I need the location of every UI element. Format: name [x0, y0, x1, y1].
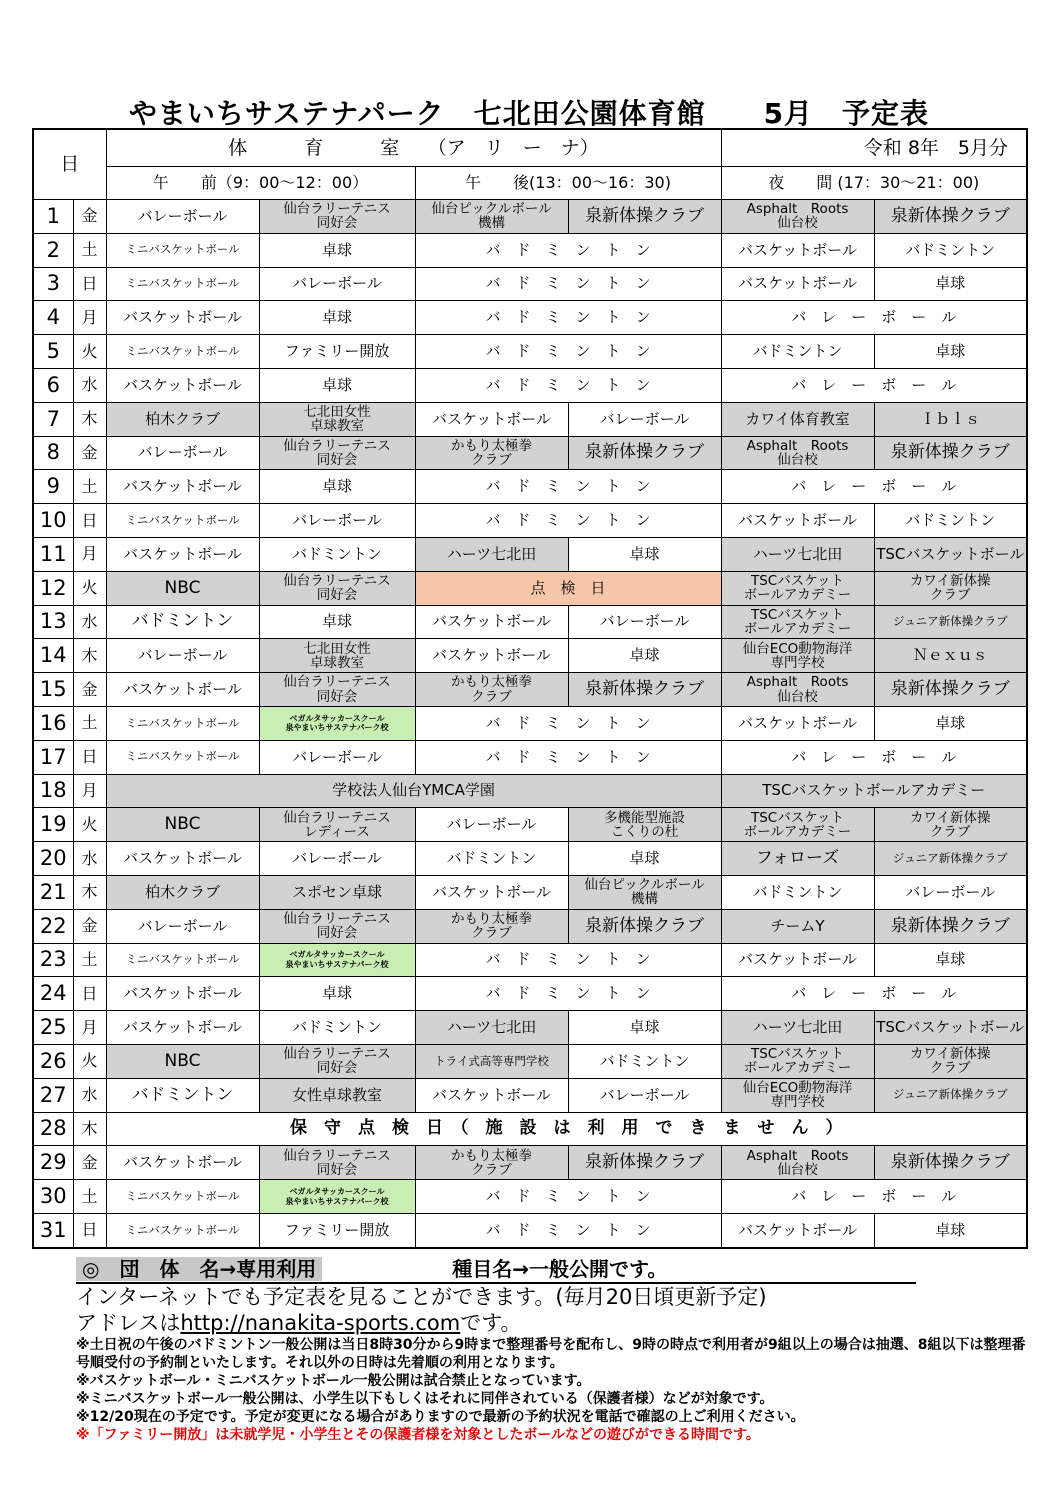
address-line	[76, 1310, 1036, 1336]
schedule-cell: かもり太極拳 クラブ	[415, 1146, 568, 1180]
day-of-week: 月	[73, 537, 106, 571]
schedule-cell: バドミントン	[874, 504, 1027, 538]
table-row	[33, 1112, 1027, 1146]
schedule-cell: バスケットボール	[106, 673, 259, 707]
table-row	[33, 470, 1027, 504]
schedule-cell: バスケットボール	[415, 1078, 568, 1112]
day-of-week: 金	[73, 200, 106, 234]
schedule-cell: バスケットボール	[415, 605, 568, 639]
schedule-cell: 仙台ラリーテニス 同好会	[259, 436, 415, 470]
note-family: ※「ファミリー開放」は未就学児・小学生とその保護者様を対象としたボールなどの遊びができる時間です。	[76, 1427, 760, 1443]
schedule-cell: 泉新体操クラブ	[874, 909, 1027, 943]
table-row	[33, 673, 1027, 707]
schedule-cell: Asphalt Roots 仙台校	[721, 1146, 874, 1180]
legend-line	[76, 1256, 916, 1284]
schedule-cell: ミニバスケットボール	[106, 1213, 259, 1247]
day-of-week: 日	[73, 1213, 106, 1247]
day-number: 25	[33, 1011, 73, 1045]
table-row	[33, 1044, 1027, 1078]
schedule-cell: バドミントン	[721, 875, 874, 909]
schedule-cell: Ｉｂｌｓ	[874, 402, 1027, 436]
schedule-cell: 仙台ピックルボール 機構	[415, 200, 568, 234]
day-number: 21	[33, 875, 73, 909]
day-of-week: 土	[73, 1180, 106, 1214]
table-row	[33, 537, 1027, 571]
schedule-cell: バドミントン	[106, 1078, 259, 1112]
schedule-cell: ミニバスケットボール	[106, 504, 259, 538]
table-row	[33, 267, 1027, 301]
schedule-cell: カワイ体育教室	[721, 402, 874, 436]
schedule-cell: バ レ ー ボ ー ル	[721, 740, 1027, 774]
day-of-week: 火	[73, 1044, 106, 1078]
schedule-cell: カワイ新体操 クラブ	[874, 1044, 1027, 1078]
day-number: 27	[33, 1078, 73, 1112]
schedule-cell: 卓球	[874, 706, 1027, 740]
day-of-week: 金	[73, 909, 106, 943]
day-of-week: 水	[73, 842, 106, 876]
schedule-cell: ジュニア新体操クラブ	[874, 605, 1027, 639]
schedule-cell: バ ド ミ ン ト ン	[415, 470, 721, 504]
day-of-week: 月	[73, 1011, 106, 1045]
schedule-cell: バレーボール	[415, 808, 568, 842]
schedule-cell: NBC	[106, 571, 259, 605]
schedule-cell: バスケットボール	[106, 1011, 259, 1045]
schedule-cell: 学校法人仙台YMCA学園	[106, 774, 721, 808]
schedule-cell: ミニバスケットボール	[106, 740, 259, 774]
table-row	[33, 368, 1027, 402]
table-row	[33, 639, 1027, 673]
schedule-cell: TSCバスケットボール	[874, 1011, 1027, 1045]
schedule-cell: バスケットボール	[106, 977, 259, 1011]
schedule-cell: 仙台ラリーテニス 同好会	[259, 673, 415, 707]
schedule-cell: バ ド ミ ン ト ン	[415, 977, 721, 1011]
schedule-cell: 卓球	[568, 842, 721, 876]
schedule-cell: TSCバスケット ボールアカデミー	[721, 808, 874, 842]
day-of-week: 木	[73, 639, 106, 673]
schedule-cell: バスケットボール	[106, 1146, 259, 1180]
day-number: 6	[33, 368, 73, 402]
day-number: 13	[33, 605, 73, 639]
schedule-cell: 泉新体操クラブ	[568, 673, 721, 707]
schedule-cell: 多機能型施設 こくりの杜	[568, 808, 721, 842]
schedule-cell: かもり太極拳 クラブ	[415, 673, 568, 707]
schedule-cell: 保 守 点 検 日 （ 施 設 は 利 用 で き ま せ ん ）	[106, 1112, 1027, 1146]
schedule-cell: バ ド ミ ン ト ン	[415, 1180, 721, 1214]
table-row	[33, 1011, 1027, 1045]
schedule-cell: チームY	[721, 909, 874, 943]
schedule-cell: ベガルタサッカースクール 泉やまいちサステナパーク校	[259, 706, 415, 740]
day-of-week: 水	[73, 605, 106, 639]
day-number: 4	[33, 301, 73, 335]
schedule-cell: 仙台ラリーテニス レディース	[259, 808, 415, 842]
schedule-cell: バスケットボール	[106, 368, 259, 402]
night-header: 夜 間 (17：30～21：00)	[721, 167, 1027, 200]
day-of-week: 土	[73, 706, 106, 740]
table-row	[33, 301, 1027, 335]
schedule-cell: ハーツ七北田	[721, 1011, 874, 1045]
day-of-week: 火	[73, 808, 106, 842]
day-number: 24	[33, 977, 73, 1011]
schedule-cell: バドミントン	[415, 842, 568, 876]
am-header: 午 前（9：00～12：00）	[106, 167, 415, 200]
schedule-cell: 卓球	[259, 977, 415, 1011]
schedule-cell: ミニバスケットボール	[106, 233, 259, 267]
schedule-cell: 仙台ECO動物海洋 専門学校	[721, 639, 874, 673]
table-row	[33, 943, 1027, 977]
day-number: 11	[33, 537, 73, 571]
day-of-week: 木	[73, 402, 106, 436]
schedule-cell: バスケットボール	[415, 875, 568, 909]
schedule-cell: TSCバスケットボールアカデミー	[721, 774, 1027, 808]
day-number: 26	[33, 1044, 73, 1078]
legend-group: ◎ 団 体 名→専用利用	[76, 1257, 322, 1281]
schedule-cell: ミニバスケットボール	[106, 267, 259, 301]
table-row	[33, 571, 1027, 605]
schedule-cell: バスケットボール	[721, 1213, 874, 1247]
schedule-cell: バレーボール	[106, 200, 259, 234]
day-number: 12	[33, 571, 73, 605]
day-of-week: 日	[73, 977, 106, 1011]
schedule-cell: バレーボール	[568, 402, 721, 436]
table-row	[33, 909, 1027, 943]
pm-header: 午 後(13：00～16：30)	[415, 167, 721, 200]
day-of-week: 日	[73, 740, 106, 774]
schedule-cell: 七北田女性 卓球教室	[259, 639, 415, 673]
table-row	[33, 740, 1027, 774]
schedule-cell: ハーツ七北田	[415, 537, 568, 571]
schedule-cell: フォローズ	[721, 842, 874, 876]
table-row	[33, 977, 1027, 1011]
arena-header: 体 育 室 （ア リ ー ナ）	[106, 129, 721, 167]
schedule-cell: 柏木クラブ	[106, 402, 259, 436]
note-badminton: ※土日祝の午後のバドミントン一般公開は当日8時30分から9時まで整理番号を配布し、9時の時点で利用者が9組以上の場合は抽選、8組以下は整理番号順受付の予約制といたします。それ以外の日時は先着順の利用となります。	[76, 1337, 1026, 1371]
schedule-cell: バ ド ミ ン ト ン	[415, 335, 721, 369]
internet-note: インターネットでも予定表を見ることができます。(毎月20日頃更新予定)	[76, 1285, 767, 1309]
day-number: 16	[33, 706, 73, 740]
schedule-cell: 卓球	[259, 233, 415, 267]
schedule-cell: 柏木クラブ	[106, 875, 259, 909]
day-of-week: 木	[73, 875, 106, 909]
schedule-cell: 泉新体操クラブ	[874, 1146, 1027, 1180]
table-row	[33, 1180, 1027, 1214]
schedule-cell: カワイ新体操 クラブ	[874, 808, 1027, 842]
schedule-cell: 仙台ラリーテニス 同好会	[259, 1044, 415, 1078]
schedule-cell: ミニバスケットボール	[106, 1180, 259, 1214]
note-basketball: ※バスケットボール・ミニバスケットボール一般公開は試合禁止となっています。	[76, 1373, 591, 1389]
schedule-cell: バ レ ー ボ ー ル	[721, 1180, 1027, 1214]
schedule-cell: トライ式高等専門学校	[415, 1044, 568, 1078]
day-number: 14	[33, 639, 73, 673]
day-number: 3	[33, 267, 73, 301]
table-row	[33, 605, 1027, 639]
schedule-cell: バレーボール	[874, 875, 1027, 909]
notes-section	[76, 1256, 1036, 1444]
day-number: 23	[33, 943, 73, 977]
schedule-cell: ミニバスケットボール	[106, 335, 259, 369]
schedule-cell: TSCバスケットボール	[874, 537, 1027, 571]
schedule-cell: バスケットボール	[415, 402, 568, 436]
table-row	[33, 808, 1027, 842]
table-row	[33, 706, 1027, 740]
schedule-cell: 泉新体操クラブ	[874, 200, 1027, 234]
schedule-cell: バレーボール	[259, 504, 415, 538]
schedule-cell: ベガルタサッカースクール 泉やまいちサステナパーク校	[259, 943, 415, 977]
day-of-week: 日	[73, 267, 106, 301]
schedule-cell: 仙台ラリーテニス 同好会	[259, 571, 415, 605]
schedule-cell: 卓球	[259, 368, 415, 402]
schedule-cell: バスケットボール	[106, 842, 259, 876]
note-minibasket: ※ミニバスケットボール一般公開は、小学生以下もしくはそれに同伴されている（保護者様）などが対象です。	[76, 1391, 774, 1407]
schedule-cell: 仙台ピックルボール 機構	[568, 875, 721, 909]
day-number: 1	[33, 200, 73, 234]
legend-general: 種目名→一般公開です。	[452, 1257, 668, 1281]
schedule-cell: バレーボール	[568, 605, 721, 639]
day-number: 9	[33, 470, 73, 504]
table-row	[33, 875, 1027, 909]
schedule-cell: バスケットボール	[721, 706, 874, 740]
schedule-cell: NBC	[106, 1044, 259, 1078]
day-header: 日	[33, 129, 106, 200]
day-number: 22	[33, 909, 73, 943]
schedule-cell: TSCバスケット ボールアカデミー	[721, 571, 874, 605]
day-number: 7	[33, 402, 73, 436]
schedule-cell: 点 検 日	[415, 571, 721, 605]
schedule-cell: バスケットボール	[721, 233, 874, 267]
schedule-cell: 仙台ラリーテニス 同好会	[259, 909, 415, 943]
day-of-week: 火	[73, 571, 106, 605]
schedule-cell: 泉新体操クラブ	[568, 200, 721, 234]
table-row	[33, 200, 1027, 234]
schedule-cell: ミニバスケットボール	[106, 943, 259, 977]
table-row	[33, 436, 1027, 470]
day-number: 31	[33, 1213, 73, 1247]
schedule-cell: バレーボール	[106, 436, 259, 470]
schedule-cell: バ ド ミ ン ト ン	[415, 504, 721, 538]
day-number: 28	[33, 1112, 73, 1146]
schedule-cell: バ レ ー ボ ー ル	[721, 470, 1027, 504]
day-of-week: 日	[73, 504, 106, 538]
address-prefix: アドレスは	[76, 1311, 181, 1335]
schedule-cell: かもり太極拳 クラブ	[415, 436, 568, 470]
day-of-week: 金	[73, 1146, 106, 1180]
schedule-cell: 卓球	[259, 301, 415, 335]
schedule-cell: バレーボール	[259, 842, 415, 876]
schedule-cell: バスケットボール	[106, 537, 259, 571]
schedule-cell: ジュニア新体操クラブ	[874, 1078, 1027, 1112]
schedule-cell: バ レ ー ボ ー ル	[721, 301, 1027, 335]
table-row	[33, 774, 1027, 808]
schedule-cell: カワイ新体操 クラブ	[874, 571, 1027, 605]
day-number: 2	[33, 233, 73, 267]
schedule-cell: バスケットボール	[106, 470, 259, 504]
day-of-week: 月	[73, 301, 106, 335]
schedule-cell: バドミントン	[874, 233, 1027, 267]
day-number: 19	[33, 808, 73, 842]
schedule-cell: スポセン卓球	[259, 875, 415, 909]
schedule-cell: バスケットボール	[721, 943, 874, 977]
day-number: 5	[33, 335, 73, 369]
schedule-cell: バ ド ミ ン ト ン	[415, 233, 721, 267]
schedule-cell: バスケットボール	[415, 639, 568, 673]
page-title: やまいちサステナパーク 七北田公園体育館 5月 予定表	[128, 97, 930, 130]
schedule-cell: 卓球	[568, 639, 721, 673]
schedule-cell: バドミントン	[259, 1011, 415, 1045]
schedule-cell: バドミントン	[259, 537, 415, 571]
schedule-cell: 泉新体操クラブ	[874, 673, 1027, 707]
schedule-cell: バ ド ミ ン ト ン	[415, 1213, 721, 1247]
schedule-cell: 卓球	[874, 267, 1027, 301]
schedule-cell: かもり太極拳 クラブ	[415, 909, 568, 943]
day-of-week: 火	[73, 335, 106, 369]
table-row	[33, 504, 1027, 538]
note-schedule-change: ※12/20現在の予定です。予定が変更になる場合がありますので最新の予約状況を電話で確認の上ご利用ください。	[76, 1409, 805, 1425]
schedule-cell: バレーボール	[259, 740, 415, 774]
schedule-cell: ハーツ七北田	[415, 1011, 568, 1045]
day-of-week: 土	[73, 233, 106, 267]
schedule-cell: バ ド ミ ン ト ン	[415, 740, 721, 774]
schedule-cell: ファミリー開放	[259, 1213, 415, 1247]
day-of-week: 月	[73, 774, 106, 808]
schedule-cell: Asphalt Roots 仙台校	[721, 673, 874, 707]
day-of-week: 金	[73, 436, 106, 470]
schedule-cell: バレーボール	[106, 909, 259, 943]
day-number: 30	[33, 1180, 73, 1214]
schedule-cell: ベガルタサッカースクール 泉やまいちサステナパーク校	[259, 1180, 415, 1214]
schedule-cell: NBC	[106, 808, 259, 842]
table-row	[33, 402, 1027, 436]
day-number: 29	[33, 1146, 73, 1180]
schedule-cell: TSCバスケット ボールアカデミー	[721, 605, 874, 639]
schedule-cell: Asphalt Roots 仙台校	[721, 436, 874, 470]
day-number: 15	[33, 673, 73, 707]
schedule-cell: 泉新体操クラブ	[874, 436, 1027, 470]
day-of-week: 水	[73, 368, 106, 402]
schedule-cell: TSCバスケット ボールアカデミー	[721, 1044, 874, 1078]
schedule-cell: バ ド ミ ン ト ン	[415, 368, 721, 402]
schedule-cell: バレーボール	[568, 1078, 721, 1112]
schedule-cell: 仙台ラリーテニス 同好会	[259, 200, 415, 234]
schedule-cell: バ レ ー ボ ー ル	[721, 368, 1027, 402]
schedule-cell: バ ド ミ ン ト ン	[415, 301, 721, 335]
schedule-table	[32, 128, 1028, 1249]
schedule-cell: バ レ ー ボ ー ル	[721, 977, 1027, 1011]
table-row	[33, 1078, 1027, 1112]
schedule-cell: 泉新体操クラブ	[568, 1146, 721, 1180]
address-suffix: です。	[460, 1311, 522, 1335]
schedule-cell: 卓球	[568, 1011, 721, 1045]
schedule-cell: 卓球	[874, 1213, 1027, 1247]
schedule-cell: 女性卓球教室	[259, 1078, 415, 1112]
day-number: 10	[33, 504, 73, 538]
schedule-cell: Ｎｅｘｕｓ	[874, 639, 1027, 673]
schedule-cell: バレーボール	[259, 267, 415, 301]
day-of-week: 木	[73, 1112, 106, 1146]
day-number: 17	[33, 740, 73, 774]
schedule-cell: ジュニア新体操クラブ	[874, 842, 1027, 876]
schedule-cell: バスケットボール	[721, 504, 874, 538]
schedule-cell: 卓球	[259, 470, 415, 504]
schedule-cell: バスケットボール	[106, 301, 259, 335]
schedule-cell: バドミントン	[568, 1044, 721, 1078]
schedule-cell: 七北田女性 卓球教室	[259, 402, 415, 436]
website-link[interactable]: http://nanakita-sports.com	[180, 1311, 461, 1335]
schedule-cell: 卓球	[874, 335, 1027, 369]
table-row	[33, 842, 1027, 876]
day-of-week: 金	[73, 673, 106, 707]
schedule-cell: 泉新体操クラブ	[568, 909, 721, 943]
schedule-cell: 卓球	[568, 537, 721, 571]
day-of-week: 土	[73, 943, 106, 977]
day-of-week: 水	[73, 1078, 106, 1112]
table-row	[33, 1213, 1027, 1247]
schedule-cell: 卓球	[874, 943, 1027, 977]
schedule-cell: ハーツ七北田	[721, 537, 874, 571]
schedule-cell: 泉新体操クラブ	[568, 436, 721, 470]
day-of-week: 土	[73, 470, 106, 504]
day-number: 18	[33, 774, 73, 808]
schedule-cell: バ ド ミ ン ト ン	[415, 267, 721, 301]
table-row	[33, 233, 1027, 267]
era-header: 令和 8年 5月分	[721, 129, 1027, 167]
schedule-cell: Asphalt Roots 仙台校	[721, 200, 874, 234]
schedule-cell: ファミリー開放	[259, 335, 415, 369]
schedule-cell: バドミントン	[106, 605, 259, 639]
table-row	[33, 335, 1027, 369]
day-number: 20	[33, 842, 73, 876]
schedule-cell: バスケットボール	[721, 267, 874, 301]
schedule-cell: 仙台ECO動物海洋 専門学校	[721, 1078, 874, 1112]
schedule-cell: バドミントン	[721, 335, 874, 369]
schedule-cell: バ ド ミ ン ト ン	[415, 706, 721, 740]
schedule-cell: ミニバスケットボール	[106, 706, 259, 740]
table-row	[33, 1146, 1027, 1180]
schedule-cell: バ ド ミ ン ト ン	[415, 943, 721, 977]
schedule-cell: バレーボール	[106, 639, 259, 673]
schedule-cell: 卓球	[259, 605, 415, 639]
schedule-cell: 仙台ラリーテニス 同好会	[259, 1146, 415, 1180]
day-number: 8	[33, 436, 73, 470]
